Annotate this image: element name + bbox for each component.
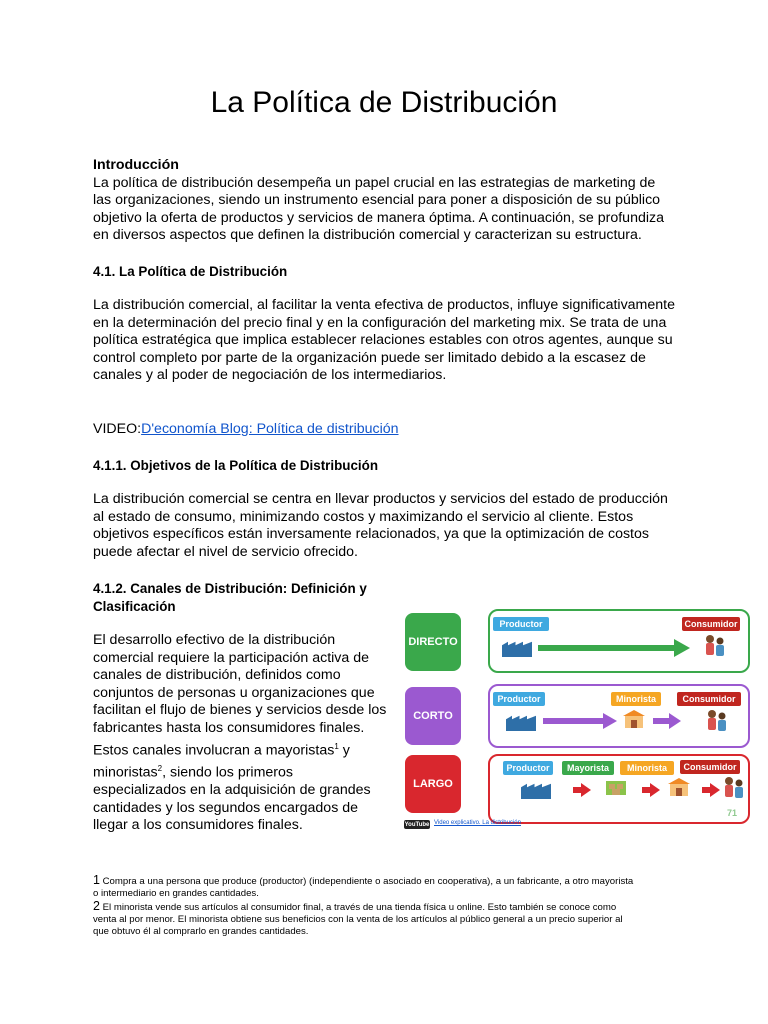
s412-line: especializados en la adquisición de grandes xyxy=(93,782,371,799)
s412-line: llegar a los consumidores finales. xyxy=(93,817,303,834)
s411-line: La distribución comercial se centra en llevar productos y servicios del estado de producción xyxy=(93,491,668,507)
s412-line: comercial requiere la participación activa de xyxy=(93,649,370,666)
arrow-icon xyxy=(573,783,591,797)
s412-line: El desarrollo efectivo de la distribución xyxy=(93,632,336,648)
arrow-icon xyxy=(653,713,681,729)
warehouse-icon xyxy=(604,779,628,797)
tag-consumidor: Consumidor xyxy=(682,617,740,631)
store-icon xyxy=(668,778,690,796)
tag-consumidor: Consumidor xyxy=(677,692,741,706)
section-4-1-2-body xyxy=(93,632,393,835)
store-icon xyxy=(623,710,645,728)
tag-minorista: Minorista xyxy=(611,692,661,706)
tag-consumidor: Consumidor xyxy=(680,760,740,774)
section-4-1-body xyxy=(93,297,693,385)
arrow-icon xyxy=(543,713,617,729)
video-line xyxy=(93,421,399,439)
s412-line: conjuntos de personas u organizaciones que xyxy=(93,684,375,701)
channel-label-directo: DIRECTO xyxy=(405,613,461,671)
diagram-page-number: 71 xyxy=(727,808,738,818)
s412-line: facilitan el flujo de bienes y servicios desde los xyxy=(93,702,387,719)
intro-line: en diversos aspectos que definen la distribución comercial y caracterizan su estructura. xyxy=(93,227,642,244)
s412-heading-line: Clasificación xyxy=(93,598,176,614)
section-4-1-1-heading: 4.1.1. Objetivos de la Política de Distribución xyxy=(93,458,379,473)
diagram-video-link[interactable]: Video explicativo. La distribución xyxy=(434,820,521,826)
intro-line: objetivo la oferta de productos y servicios de manera óptima. A continuación, se profundiza xyxy=(93,209,664,226)
footnote-ref-2[interactable]: 2 xyxy=(157,763,163,773)
tag-productor: Productor xyxy=(493,692,545,706)
section-4-1-1-body xyxy=(93,491,693,561)
s412-line: canales de distribución, definidos como xyxy=(93,667,341,684)
arrow-icon xyxy=(702,783,720,797)
channel-label-corto: CORTO xyxy=(405,687,461,745)
arrow-icon xyxy=(642,783,660,797)
video-prefix: VIDEO: xyxy=(93,421,142,437)
channel-label-largo: LARGO xyxy=(405,755,461,813)
footnote-1: 1 Compra a una persona que produce (productor) (independiente o asociado en cooperativa), a un fabricante, a otro mayorista o intermediario en grandes cantidades. xyxy=(93,873,634,899)
footnote-2: 2 El minorista vende sus artículos al consumidor final, a través de una tienda física u online. Esto también se conoce como venta al por menor. El minorista obtiene sus beneficios con la venta de los artículos al público general a un precio superior al que obtuvo él al comprarlo en grandes cantidades. xyxy=(93,899,623,937)
s411-line: al estado de consumo, minimizando costos y maximizando el servicio al cliente. Estos xyxy=(93,508,634,525)
s411-line: puede afectar el nivel de servicio ofrecido. xyxy=(93,543,358,560)
tag-mayorista: Mayorista xyxy=(562,761,614,775)
family-icon xyxy=(722,776,746,802)
s412-line: cantidades y los segundos encargados de xyxy=(93,799,359,816)
section-4-1-heading: 4.1. La Política de Distribución xyxy=(93,264,288,279)
s41-line: La distribución comercial, al facilitar la venta efectiva de productos, influye significativamente xyxy=(93,297,675,313)
intro-heading: Introducción xyxy=(93,157,179,173)
s412-line-minoristas: minoristas$^2$, siendo los primeros xyxy=(93,763,294,781)
youtube-logo[interactable]: YouTube xyxy=(404,821,430,828)
section-4-1-2-heading xyxy=(93,580,367,615)
family-icon xyxy=(703,634,727,660)
footnote-ref-1[interactable]: 1 xyxy=(334,741,339,751)
page-title: La Política de Distribución xyxy=(210,86,558,119)
s41-line: en la determinación del precio final y en la configuración del marketing mix. Se trata de una xyxy=(93,314,667,331)
s412-heading-line: 4.1.2. Canales de Distribución: Definición y xyxy=(93,581,367,596)
intro-line: las organizaciones, siendo un instrumento esencial para poner a disposición de su público xyxy=(93,192,661,209)
tag-productor: Productor xyxy=(493,617,549,631)
video-link[interactable]: D'economía Blog: Política de distribución xyxy=(141,421,399,437)
intro-line: La política de distribución desempeña un papel crucial en las estrategias de marketing de xyxy=(93,174,656,191)
arrow-icon xyxy=(538,639,690,657)
s411-line: objetivos específicos están inversamente relacionados, ya que la optimización de costos xyxy=(93,526,649,543)
footnote-number: 1 xyxy=(93,873,100,887)
s41-line: política estratégica que implica establecer relaciones estables con otros agentes, aunque su xyxy=(93,332,673,349)
intro-section xyxy=(93,157,693,245)
tag-minorista: Minorista xyxy=(620,761,674,775)
footnote-number: 2 xyxy=(93,899,100,913)
s412-line-mayoristas: Estos canales involucran a mayoristas$^1$ y xyxy=(93,741,350,759)
s41-line: control completo por parte de la organización puede ser limitado debido a la escasez de xyxy=(93,349,646,366)
tag-productor: Productor xyxy=(503,761,553,775)
s412-line: fabricantes hasta los consumidores finales. xyxy=(93,719,365,736)
family-icon xyxy=(705,709,729,735)
s41-line: canales y al poder de negociación de los intermediarios. xyxy=(93,367,447,384)
